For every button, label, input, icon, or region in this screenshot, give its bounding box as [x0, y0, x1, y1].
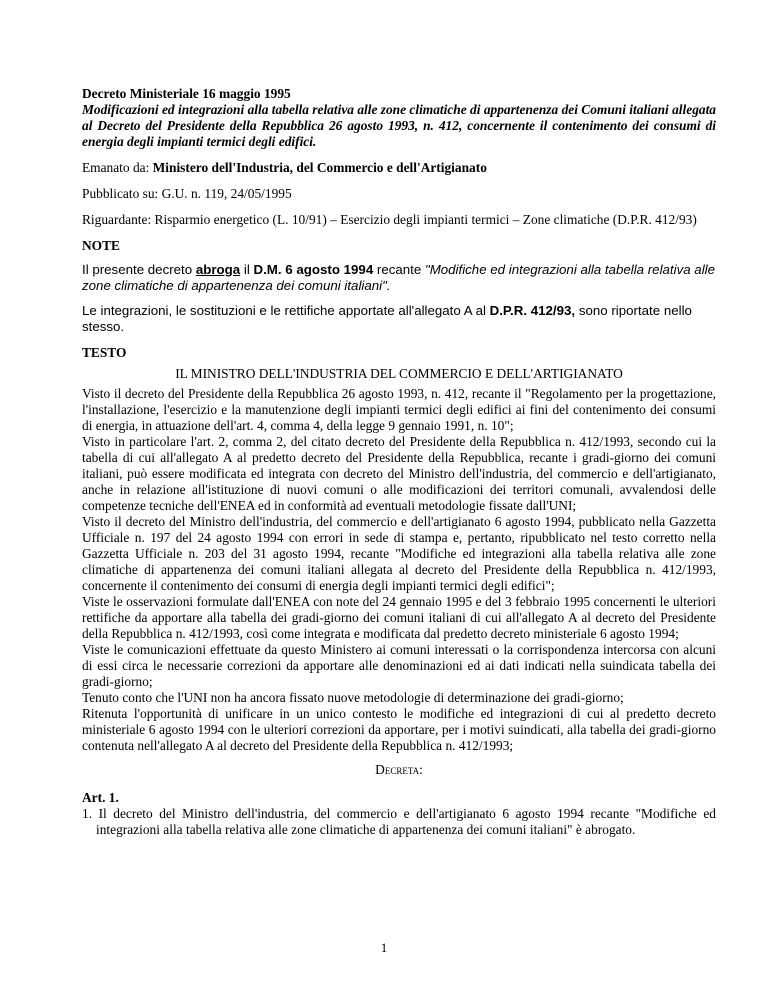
article-title: Art. 1. — [82, 790, 119, 805]
note-paragraph-2 — [82, 303, 716, 335]
testo-heading: TESTO — [82, 345, 127, 360]
emanato-value: Ministero dell'Industria, del Commercio e dell'Artigianato — [152, 160, 487, 175]
visto-paragraph: Visto il decreto del Presidente della Repubblica 26 agosto 1993, n. 412, recante il "Regolamento per la progettazione, l'installazione, l'esercizio e la manutenzione degli impianti termici degli edifici ai fini del contenimento dei consumi di energia, in attuazione dell'art. 4, comma 4, della legge 9 gennaio 1991, n. 10"; — [82, 386, 716, 433]
decreta-heading: Decreta: — [375, 762, 423, 777]
dpr-reference: D.P.R. 412/93, — [489, 303, 576, 318]
visto-list — [82, 386, 716, 754]
visto-paragraph: Viste le comunicazioni effettuate da questo Ministero ai comuni interessati o la corrispondenza intercorsa con alcuni di essi circa le necessarie correzioni da apportare alle denominazioni ed ai dati indicati nella suindicata tabella dei gradi-giorno; — [82, 642, 716, 689]
note-heading: NOTE — [82, 238, 120, 253]
document-title: Decreto Ministeriale 16 maggio 1995 — [82, 86, 291, 101]
document-subtitle: Modificazioni ed integrazioni alla tabella relativa alle zone climatiche di appartenenza dei Comuni italiani allegata al Decreto del Presidente della Repubblica 26 agosto 1993, n. 412, concernente il contenimento dei consumi di energia degli impianti termici degli edifici. — [82, 102, 716, 149]
emanato-line — [82, 160, 716, 176]
note-text: sono riportate nello stesso. — [82, 303, 692, 334]
page-number: 1 — [380, 940, 388, 955]
visto-paragraph: Viste le osservazioni formulate dall'ENEA con note del 24 gennaio 1995 e del 3 febbraio 1995 concernenti le ulteriori rettifiche da apportare alla tabella dei gradi-giorno dei comuni italiani di cui all'allegato A al decreto del Presidente della Repubblica n. 412/1993, così come integrata e modificata dal predetto decreto ministeriale 6 agosto 1994; — [82, 594, 716, 641]
emanato-label: Emanato da: — [82, 160, 153, 175]
pubblicato-line: Pubblicato su: G.U. n. 119, 24/05/1995 — [82, 186, 292, 201]
visto-paragraph: Ritenuta l'opportunità di unificare in un unico contesto le modifiche ed integrazioni di cui al predetto decreto ministeriale 6 agosto 1994 con le ulteriori correzioni da apportare, per i motivi suindicati, alla tabella dei gradi-giorno contenuta nell'allegato A al decreto del Presidente della Repubblica n. 412/1993; — [82, 706, 716, 753]
visto-paragraph: Visto il decreto del Ministro dell'industria, del commercio e dell'artigianato 6 agosto 1994, pubblicato nella Gazzetta Ufficiale n. 197 del 24 agosto 1994 con errori in sede di stampa e, pertanto, ripubblicato nel testo corretto nella Gazzetta Ufficiale n. 203 del 31 agosto 1994, recante "Modifiche ed integrazioni alla tabella relativa alle zone climatiche di appartenenza dei comuni italiani allegata al decreto del Presidente della Repubblica n. 412/1993, concernente il contenimento dei consumi di energia degli impianti termici degli edifici"; — [82, 514, 716, 593]
note-text: Il presente decreto — [82, 262, 196, 277]
note-quote: "Modifiche ed integrazioni alla tabella relativa alle zone climatiche di appartenenza dei comuni italiani". — [82, 262, 716, 293]
note-text: Le integrazioni, le sostituzioni e le rettifiche apportate all'allegato A al — [82, 303, 490, 318]
article-item: 1. Il decreto del Ministro dell'industria, del commercio e dell'artigianato 6 agosto 1994 recante "Modifiche ed integrazioni alla tabella relativa alle zone climatiche di appartenenza dei comuni italiani" è abrogato. — [82, 806, 716, 837]
note-text: il — [240, 262, 254, 277]
note-paragraph-1 — [82, 262, 716, 294]
visto-paragraph: Visto in particolare l'art. 2, comma 2, del citato decreto del Presidente della Repubblica n. 412/1993, secondo cui la tabella di cui all'allegato A al predetto decreto del Presidente della Repubblica, recante i gradi-giorno dei comuni italiani, può essere modificata ed integrata con decreto del Ministro dell'industria, del commercio e dell'artigianato, anche in relazione all'istituzione di nuovi comuni o alle modificazioni dei territori comunali, avvalendosi delle competenze tecniche dell'ENEA ed in conformità ad eventuali metodologie fissate dall'UNI; — [82, 434, 716, 513]
visto-paragraph: Tenuto conto che l'UNI non ha ancora fissato nuove metodologie di determinazione dei gradi-giorno; — [82, 690, 624, 705]
dm-reference: D.M. 6 agosto 1994 — [253, 262, 374, 277]
abroga-link[interactable]: abroga — [195, 262, 241, 277]
ministro-heading: IL MINISTRO DELL'INDUSTRIA DEL COMMERCIO E DELL'ARTIGIANATO — [175, 366, 623, 381]
riguardante-line: Riguardante: Risparmio energetico (L. 10/91) – Esercizio degli impianti termici – Zone climatiche (D.P.R. 412/93) — [82, 212, 697, 227]
note-text: recante — [373, 262, 425, 277]
